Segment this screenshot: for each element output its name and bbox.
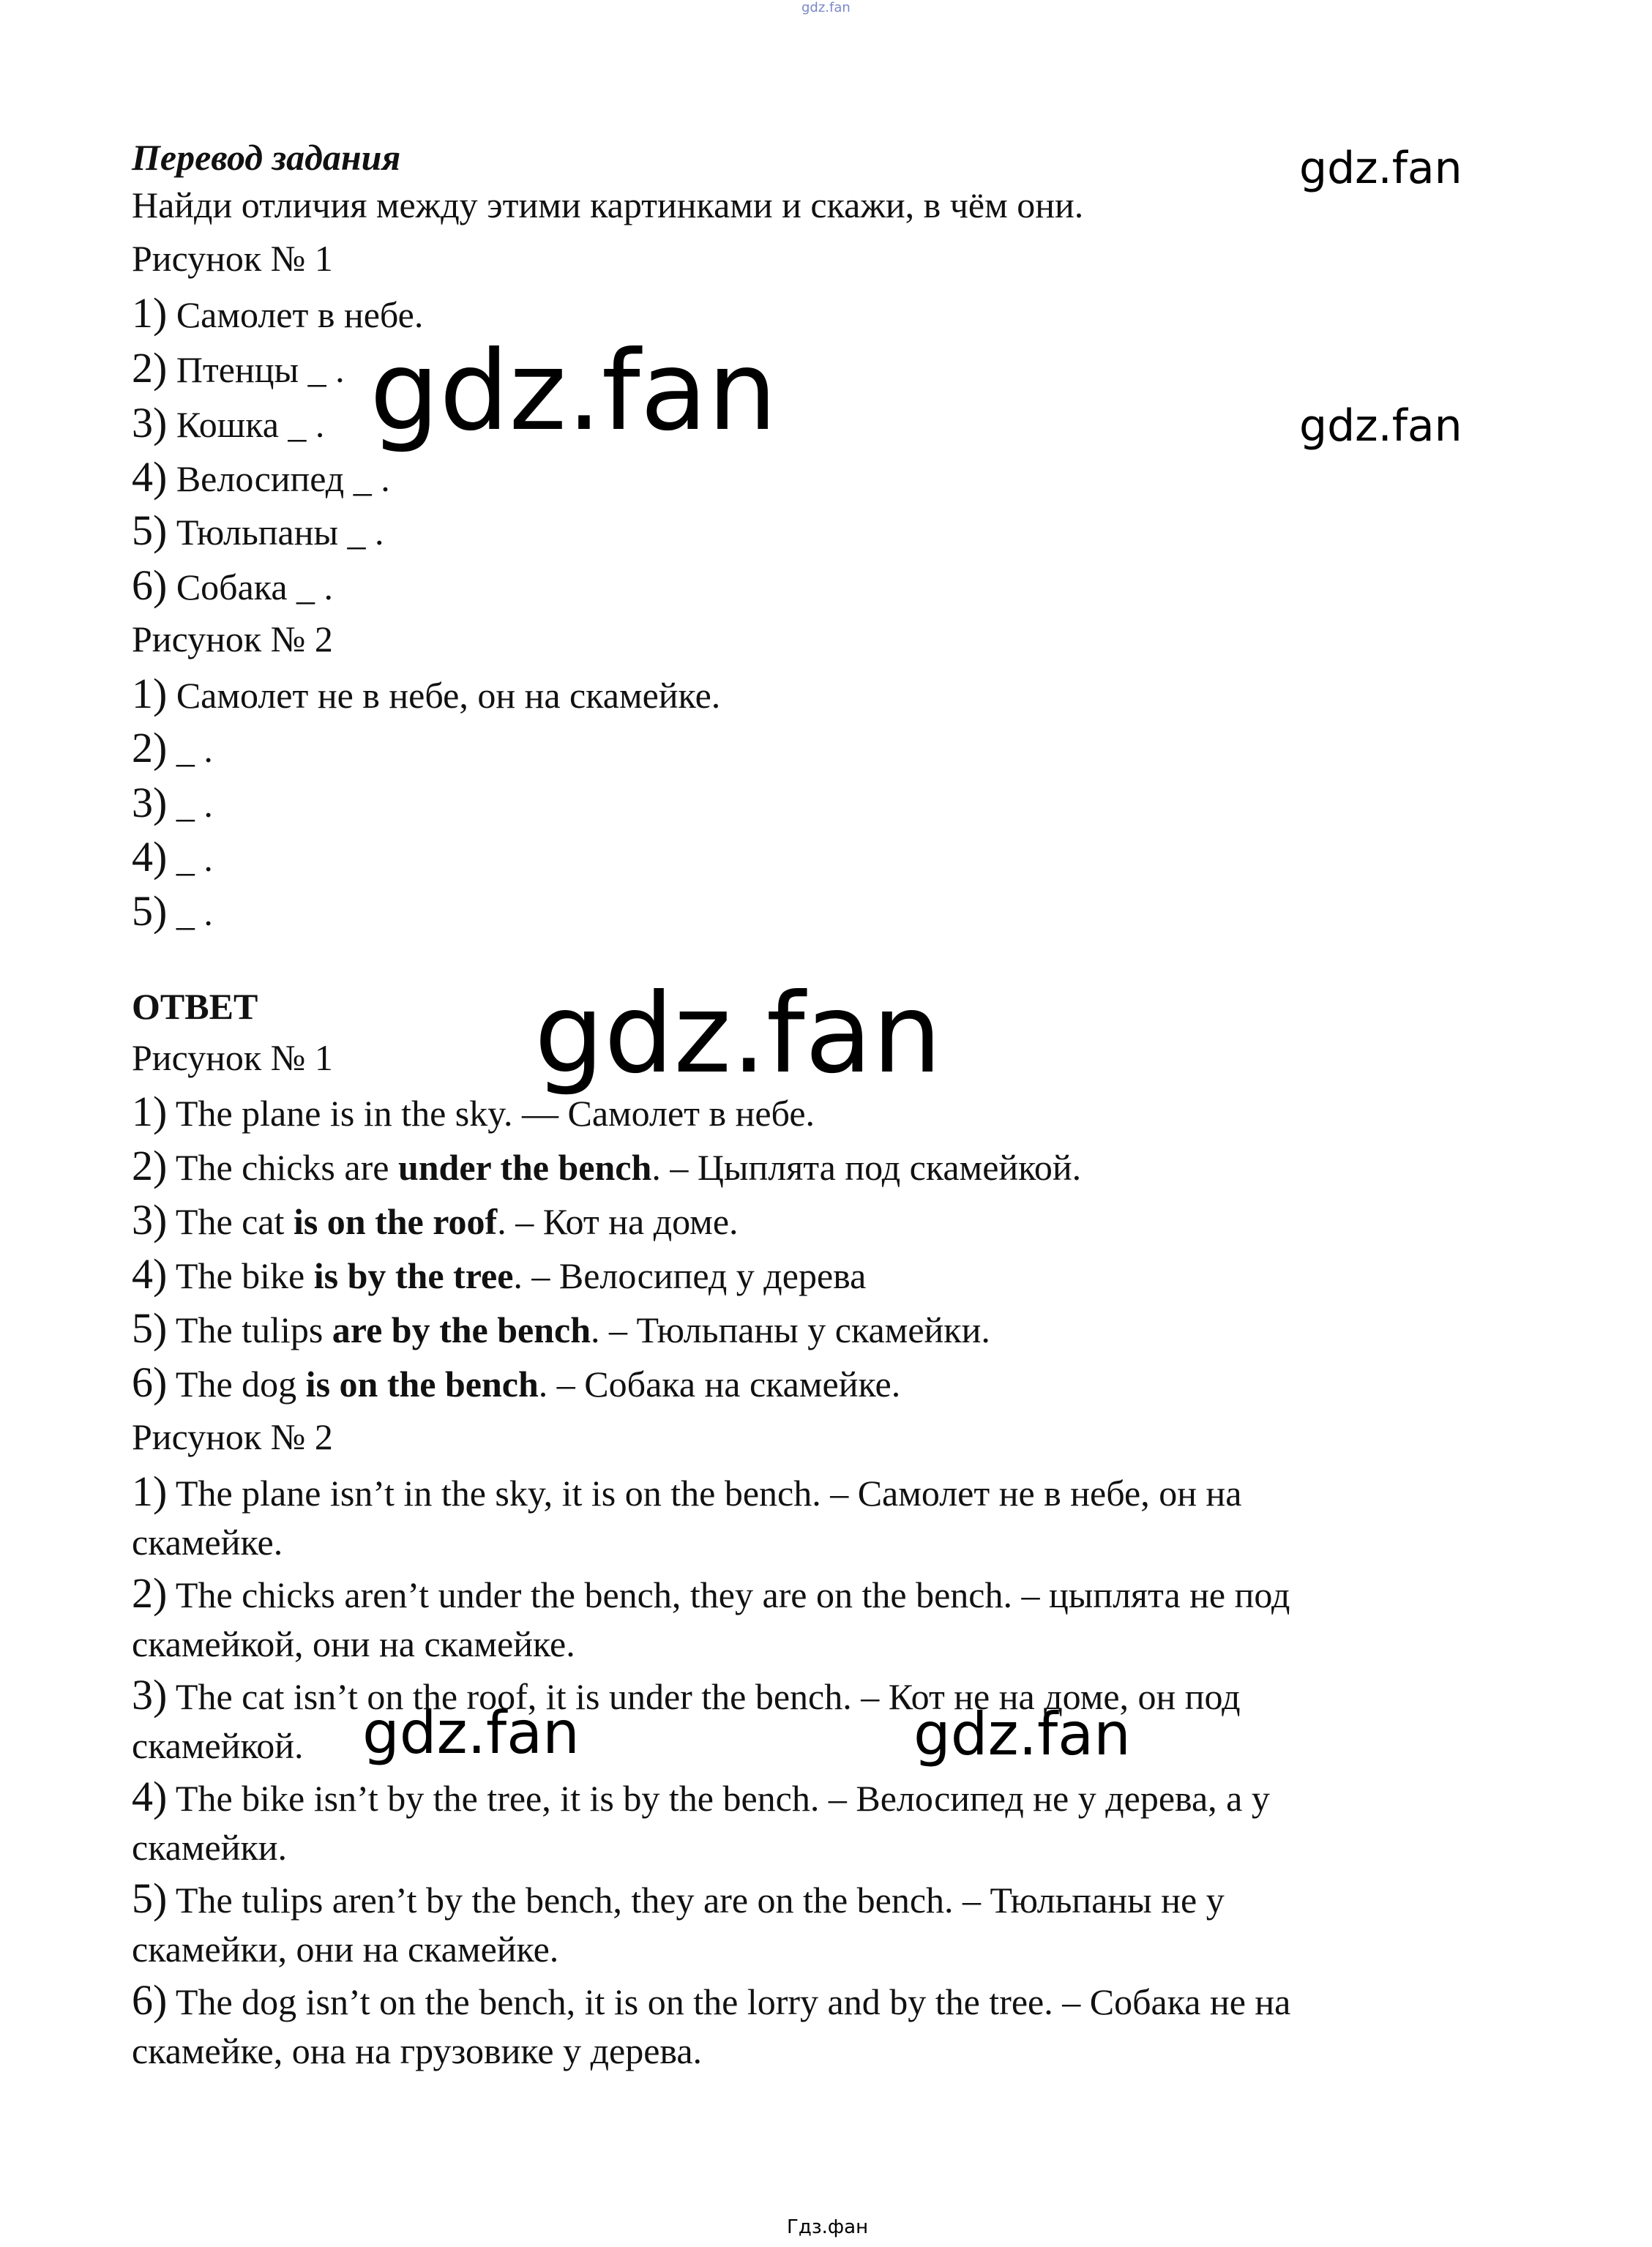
watermark-right-2: gdz.fan	[1299, 400, 1462, 452]
task-title: Перевод задания	[132, 137, 401, 178]
task-picture2-label: Рисунок № 2	[132, 618, 333, 659]
answer-p2-item: 1) The plane isn’t in the sky, it is on the bench. – Самолет не в небе, он на	[132, 1468, 1242, 1515]
answer-picture2-label: Рисунок № 2	[132, 1416, 333, 1457]
answer-p2-item: 5) The tulips aren’t by the bench, they are on the bench. – Тюльпаны не у	[132, 1874, 1225, 1922]
answer-p2-item-cont: скамейки.	[132, 1827, 288, 1868]
task-p1-item: 2) Птенцы _ .	[132, 344, 345, 392]
answer-p2-item-cont: скамейке.	[132, 1522, 283, 1563]
watermark-right-1: gdz.fan	[1299, 143, 1462, 194]
answer-p1-item: 1) The plane is in the sky. — Самолет в небе.	[132, 1088, 815, 1135]
answer-p1-item: 5) The tulips are by the bench. – Тюльпаны у скамейки.	[132, 1304, 990, 1352]
task-picture1-label: Рисунок № 1	[132, 238, 333, 279]
task-p1-item: 5) Тюльпаны _ .	[132, 506, 384, 554]
watermark-mid-2: gdz.fan	[913, 1700, 1131, 1768]
task-p1-item: 6) Собака _ .	[132, 561, 334, 609]
task-p1-item: 1) Самолет в небе.	[132, 289, 424, 337]
answer-p2-item: 3) The cat isn’t on the roof, it is under the bench. – Кот не на доме, он под	[132, 1671, 1241, 1719]
task-instruction: Найди отличия между этими картинками и скажи, в чём они.	[132, 184, 1084, 225]
task-p1-item: 4) Велосипед _ .	[132, 453, 390, 501]
watermark-footer: Гдз.фан	[787, 2216, 869, 2238]
answer-p1-item: 2) The chicks are under the bench. – Цыплята под скамейкой.	[132, 1142, 1082, 1189]
answer-p1-item: 6) The dog is on the bench. – Собака на скамейке.	[132, 1358, 901, 1406]
answer-p2-item: 6) The dog isn’t on the bench, it is on the lorry and by the tree. – Собака не на	[132, 1976, 1291, 2024]
answer-p1-item: 4) The bike is by the tree. – Велосипед у дерева	[132, 1250, 867, 1298]
watermark-top: gdz.fan	[801, 0, 851, 15]
watermark-big-1: gdz.fan	[370, 328, 777, 455]
answer-p2-item-cont: скамейке, она на грузовике у дерева.	[132, 2030, 703, 2071]
task-p2-item: 3) _ .	[132, 779, 213, 826]
task-p2-item: 1) Самолет не в небе, он на скамейке.	[132, 670, 721, 717]
answer-p2-item: 2) The chicks aren’t under the bench, they are on the bench. – цыплята не под	[132, 1569, 1290, 1617]
task-p2-item: 4) _ .	[132, 833, 213, 881]
answer-picture1-label: Рисунок № 1	[132, 1037, 333, 1078]
task-p2-item: 2) _ .	[132, 724, 213, 771]
watermark-mid-1: gdz.fan	[362, 1699, 580, 1767]
answer-heading: ОТВЕТ	[132, 986, 258, 1027]
answer-p2-item-cont: скамейки, они на скамейке.	[132, 1929, 559, 1970]
watermark-big-2: gdz.fan	[534, 971, 942, 1098]
answer-p1-item: 3) The cat is on the roof. – Кот на доме.	[132, 1196, 739, 1244]
answer-p2-item-cont: скамейкой.	[132, 1725, 304, 1766]
answer-p2-item-cont: скамейкой, они на скамейке.	[132, 1623, 575, 1664]
task-p2-item: 5) _ .	[132, 887, 213, 935]
answer-p2-item: 4) The bike isn’t by the tree, it is by the bench. – Велосипед не у дерева, а у	[132, 1773, 1270, 1820]
task-p1-item: 3) Кошка _ .	[132, 399, 325, 446]
